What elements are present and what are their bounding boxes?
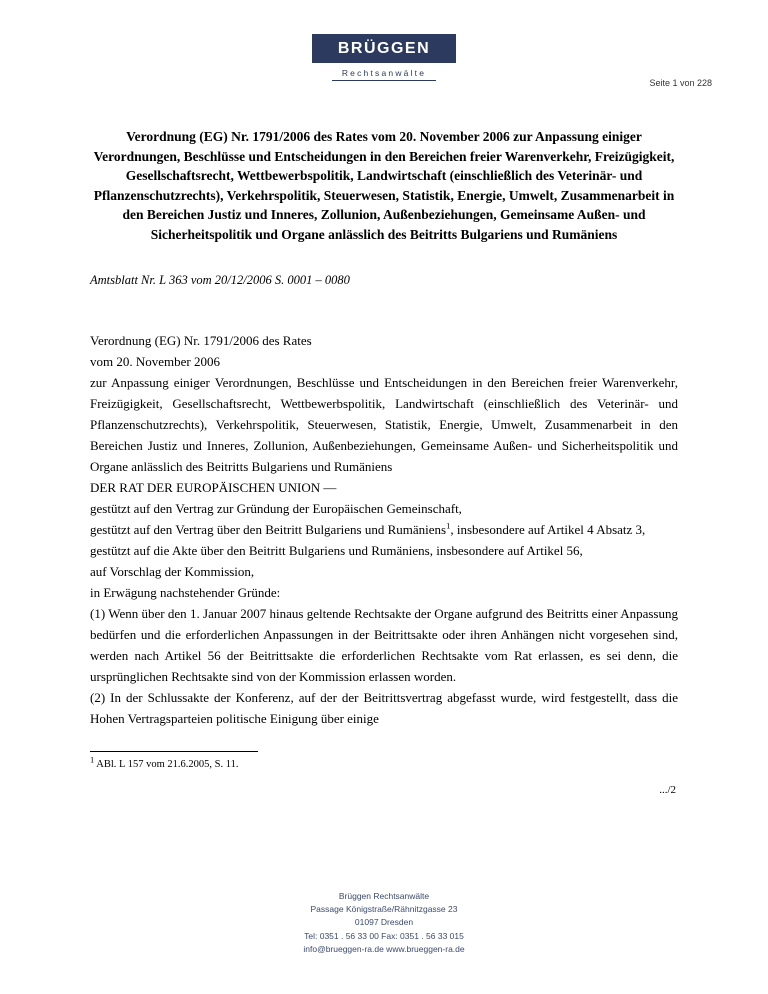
page-number: Seite 1 von 228 [649,78,712,88]
recital-4: auf Vorschlag der Kommission, [90,564,255,580]
footnote-divider [90,751,258,752]
continuation-marker: .../2 [659,784,676,797]
recital-2-text-before: gestützt auf den Vertrag über den Beitritt Bulgariens und Rumäniens [90,521,447,537]
recital-2-text-after: , insbesondere auf Artikel 4 Absatz 3, [450,521,646,537]
letterhead [0,0,768,81]
footer-contact[interactable]: info@brueggen-ra.de www.brueggen-ra.de [303,943,465,954]
recital-5: in Erwägung nachstehender Gründe: [90,585,281,601]
brueggen-logo: BRÜGGEN [312,34,456,63]
footer-phone: Tel: 0351 . 56 33 00 Fax: 0351 . 56 33 015 [304,930,464,941]
point-1: (1) Wenn über den 1. Januar 2007 hinaus geltende Rechtsakte der Organe aufgrund des Beitritts einer Anpassung bedürfen und die erforderlichen Anpassungen in der Beitrittsakte oder ihren Anhängen nicht vorgesehen sind, werden nach Artikel 56 der Beitrittsakte die erforderlichen Rechtsakte vom Rat erlassen, es sei denn, die ursprünglichen Rechtsakte sind von der Kommission erlassen worden. [90,606,678,685]
footnote-text: ABl. L 157 vom 21.6.2005, S. 11. [96,759,239,771]
page-title: Verordnung (EG) Nr. 1791/2006 des Rates vom 20. November 2006 zur Anpassung einiger Verordnungen, Beschlüsse und Entscheidungen in den Bereichen freier Warenverkehr, Freizügigkeit, Gesellschaftsrecht, Wettbewerbspolitik, Landwirtschaft (einschließlich des Veterinär- und Pflanzenschutzrechts), Verkehrspolitik, Steuerwesen, Statistik, Energie, Umwelt, Zusammenarbeit in den Bereichen Justiz und Inneres, Zollunion, Außenbeziehungen, Gemeinsame Außen- und Sicherheitspolitik und Organe anlässlich des Beitritts Bulgariens und Rumäniens [93,129,675,242]
footer-firm: Brüggen Rechtsanwälte [338,891,430,902]
regulation-heading-line-1: Verordnung (EG) Nr. 1791/2006 des Rates [90,332,312,348]
document-body [90,330,678,730]
page-footer [0,890,768,956]
intro-paragraph: zur Anpassung einiger Verordnungen, Beschlüsse und Entscheidungen in den Bereichen freier Warenverkehr, Freizügigkeit, Gesellschaftsrecht, Wettbewerbspolitik, Landwirtschaft (einschließlich des Veterinär- und Pflanzenschutzrechts), Verkehrspolitik, Steuerwesen, Statistik, Energie, Umwelt, Zusammenarbeit in den Bereichen Justiz und Inneres, Zollunion, Außenbeziehungen, Gemeinsame Außen- und Sicherheitspolitik und Organe anlässlich des Beitritts Bulgariens und Rumäniens [90,374,678,474]
recital-3: gestützt auf die Akte über den Beitritt Bulgariens und Rumäniens, insbesondere auf Artikel 56, [90,543,583,559]
logo-subtitle: Rechtsanwälte [332,68,436,81]
point-2: (2) In der Schlussakte der Konferenz, auf der der Beitrittsvertrag abgefasst wurde, wird festgestellt, dass die Hohen Vertragsparteien politische Einigung über einige [90,690,678,727]
document-content [0,127,768,796]
footnote-marker: 1 [90,754,95,765]
regulation-heading-line-2: vom 20. November 2006 [90,353,220,369]
footnote [90,754,678,772]
footer-city: 01097 Dresden [354,917,414,928]
footnote-marker-inline: 1 [446,520,451,531]
recital-1: gestützt auf den Vertrag zur Gründung der Europäischen Gemeinschaft, [90,500,462,516]
source-reference: Amtsblatt Nr. L 363 vom 20/12/2006 S. 0001 – 0080 [90,272,350,287]
footer-address: Passage Königstraße/Rähnitzgasse 23 [310,904,458,915]
recital-2 [90,519,678,540]
council-line: DER RAT DER EUROPÄISCHEN UNION — [90,479,337,495]
